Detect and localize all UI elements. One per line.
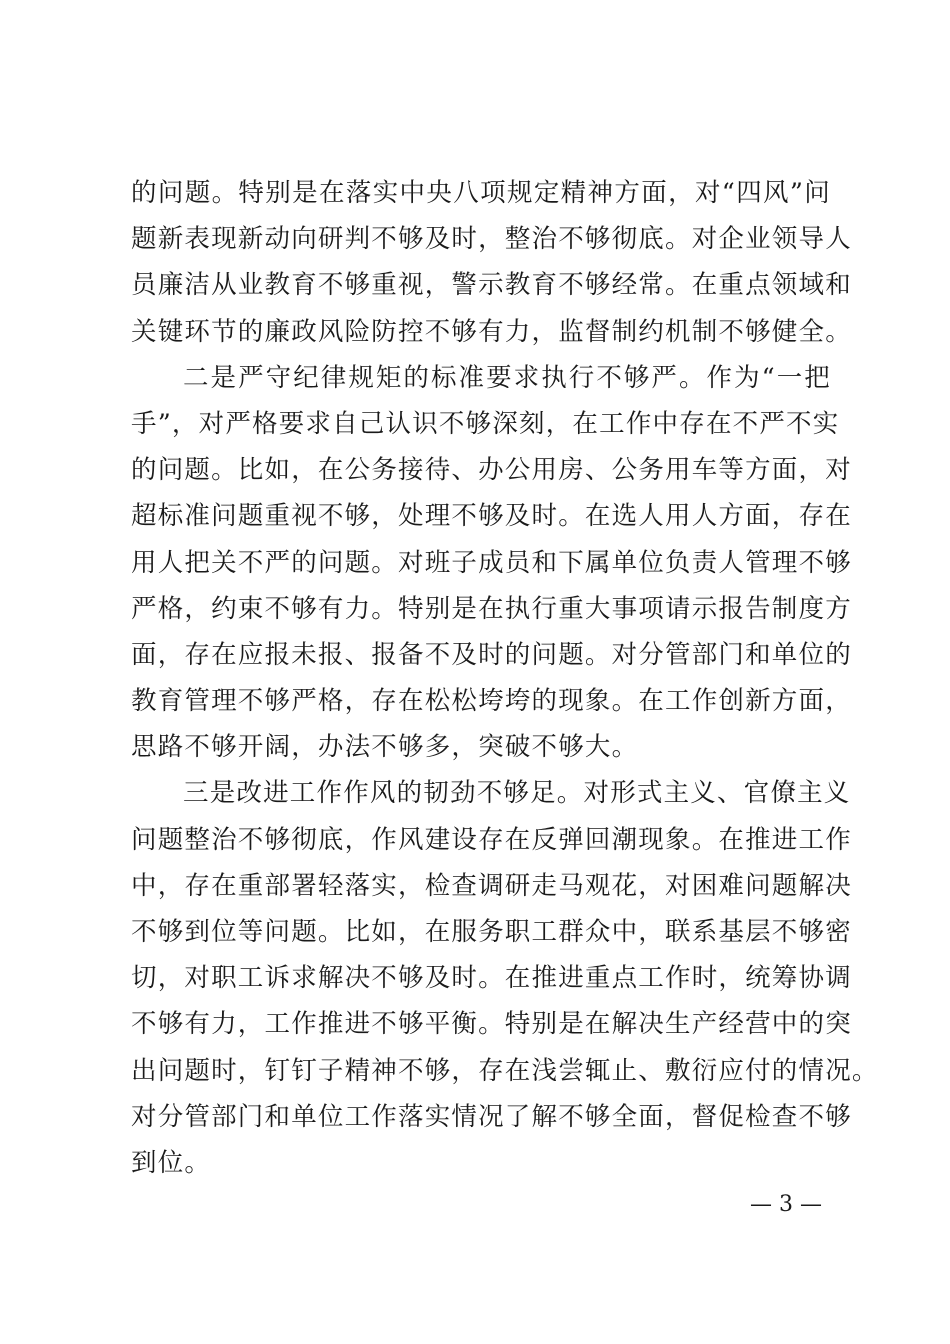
text-line: 不够到位等问题。比如，在服务职工群众中，联系基层不够密 xyxy=(131,917,852,947)
page-number: — 3 — xyxy=(750,1192,822,1217)
text-line: 面，存在应报未报、报备不及时的问题。对分管部门和单位的 xyxy=(131,639,852,670)
text-line: 出问题时，钉钉子精神不够，存在浅尝辄止、敷衍应付的情况。 xyxy=(131,1055,879,1086)
paragraph-heading-line: 三是改进工作作风的韧劲不够足。对形式主义、官僚主义 xyxy=(183,778,851,809)
text-line: 不够有力，工作推进不够平衡。特别是在解决生产经营中的突 xyxy=(131,1009,852,1040)
text-line: 切，对职工诉求解决不够及时。在推进重点工作时，统筹协调 xyxy=(131,963,852,994)
text-line: 严格，约束不够有力。特别是在执行重大事项请示报告制度方 xyxy=(131,593,852,624)
text-line: 问题整治不够彻底，作风建设存在反弹回潮现象。在推进工作 xyxy=(131,824,852,855)
text-line: 的问题。特别是在落实中央八项规定精神方面，对“四风”问 xyxy=(131,178,831,208)
body-text xyxy=(131,170,879,1186)
text-line: 关键环节的廉政风险防控不够有力，监督制约机制不够健全。 xyxy=(131,316,852,347)
text-line: 对分管部门和单位工作落实情况了解不够全面，督促检查不够 xyxy=(131,1101,852,1132)
text-line: 到位。 xyxy=(131,1147,212,1178)
text-line: 用人把关不严的问题。对班子成员和下属单位负责人管理不够 xyxy=(131,547,852,578)
text-line: 手”，对严格要求自己认识不够深刻，在工作中存在不严不实 xyxy=(131,408,840,439)
text-line: 思路不够开阔，办法不够多，突破不够大。 xyxy=(131,732,639,763)
paragraph-heading-line: 二是严守纪律规矩的标准要求执行不够严。作为“一把 xyxy=(183,362,831,393)
text-line: 超标准问题重视不够，处理不够及时。在选人用人方面，存在 xyxy=(131,501,852,532)
text-line: 中，存在重部署轻落实，检查调研走马观花，对困难问题解决 xyxy=(131,870,852,901)
text-line: 题新表现新动向研判不够及时，整治不够彻底。对企业领导人 xyxy=(131,224,852,255)
text-line: 教育管理不够严格，存在松松垮垮的现象。在工作创新方面， xyxy=(131,686,852,717)
text-line: 的问题。比如，在公务接待、办公用房、公务用车等方面，对 xyxy=(131,455,852,486)
text-line: 员廉洁从业教育不够重视，警示教育不够经常。在重点领域和 xyxy=(131,270,852,301)
